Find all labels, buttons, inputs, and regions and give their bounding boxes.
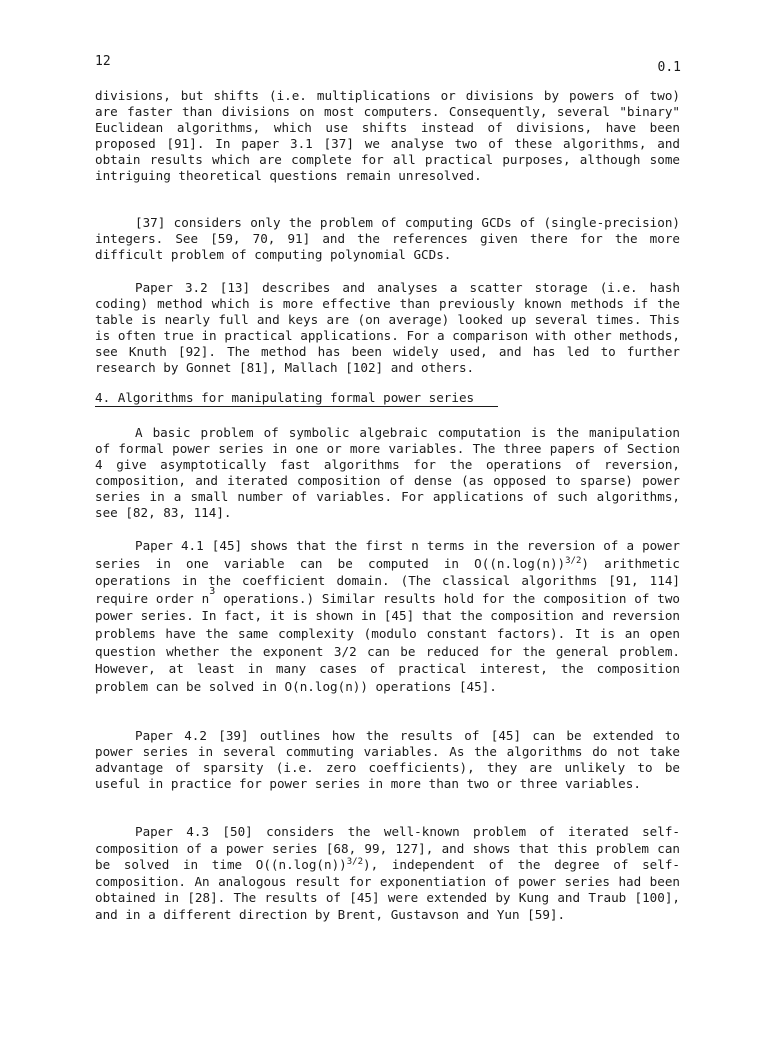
paragraph-self-composition [95, 824, 680, 924]
page-number: 12 [95, 54, 111, 69]
section-reference: 0.1 [657, 60, 681, 75]
paragraph-binary-euclidean: divisions, but shifts (i.e. multiplications or divisions by powers of two) are faster than divisions on most computers. Consequently, several "binary" Euclidean algorithms, which use shifts instead of divisions, have been proposed [91]. In paper 3.1 [37] we analyse two of these algorithms, and obtain results which are complete for all practical purposes, although some intriguing theoretical questions remain unresolved. [95, 88, 680, 183]
reversion-text-2: ) arithmetic operations in the coefficient domain. (The classical algorithms [91, 114] require order n [95, 555, 680, 606]
paragraph-gcd: [37] considers only the problem of computing GCDs of (single-precision) integers. See [59, 70, 91] and the references given there for the more difficult problem of computing polynomial GCDs. [95, 215, 680, 262]
reversion-text-3: operations.) Similar results hold for the composition of two power series. In fact, it is shown in [45] that the composition and reversion problems have the same complexity (modulo constant factors). It is an open question whether the exponent 3/2 can be reduced for the general problem. However, at least in many cases of practical interest, the composition problem can be solved in O(n.log(n)) operations [45]. [95, 590, 680, 694]
paragraph-power-series-intro: A basic problem of symbolic algebraic computation is the manipulation of formal power series in one or more variables. The three papers of Section 4 give asymptotically fast algorithms for the operations of reversion, composition, and iterated composition of dense (as opposed to sparse) power series in a small number of variables. For applications of such algorithms, see [82, 83, 114]. [95, 425, 680, 520]
reversion-exponent: 3/2 [565, 555, 582, 566]
section-title: 4. Algorithms for manipulating formal power series [95, 390, 475, 405]
self-composition-exponent: 3/2 [346, 857, 364, 868]
self-composition-text-2: ), independent of the degree of self-composition. An analogous result for exponentiation of power series had been obtained in [28]. The results of [45] were extended by Kung and Traub [100], and in a different direction by Brent, Gustavson and Yun [59]. [95, 857, 680, 922]
self-composition-text-1: Paper 4.3 [50] considers the well-known problem of iterated self-composition of a power series [68, 99, 127], and shows that this problem can be solved in time O((n.log(n)) [95, 824, 680, 873]
paragraph-several-variables: Paper 4.2 [39] outlines how the results of [45] can be extended to power series in several commuting variables. As the algorithms do not take advantage of sparsity (i.e. zero coefficients), they are unlikely to be useful in practice for power series in more than two or three variables. [95, 728, 680, 791]
classical-exponent: 3 [209, 585, 216, 597]
reversion-text-1: Paper 4.1 [45] shows that the first n terms in the reversion of a power series in one variable can be computed in O((n.log(n)) [95, 538, 680, 571]
section-underline [95, 406, 498, 407]
paragraph-scatter-storage: Paper 3.2 [13] describes and analyses a scatter storage (i.e. hash coding) method which is more effective than previously known methods if the table is nearly full and keys are (on average) looked up several times. This is often true in practical applications. For a comparison with other methods, see Knuth [92]. The method has been widely used, and has led to further research by Gonnet [81], Mallach [102] and others. [95, 280, 680, 375]
paragraph-reversion [95, 537, 680, 695]
section-heading [95, 390, 505, 410]
